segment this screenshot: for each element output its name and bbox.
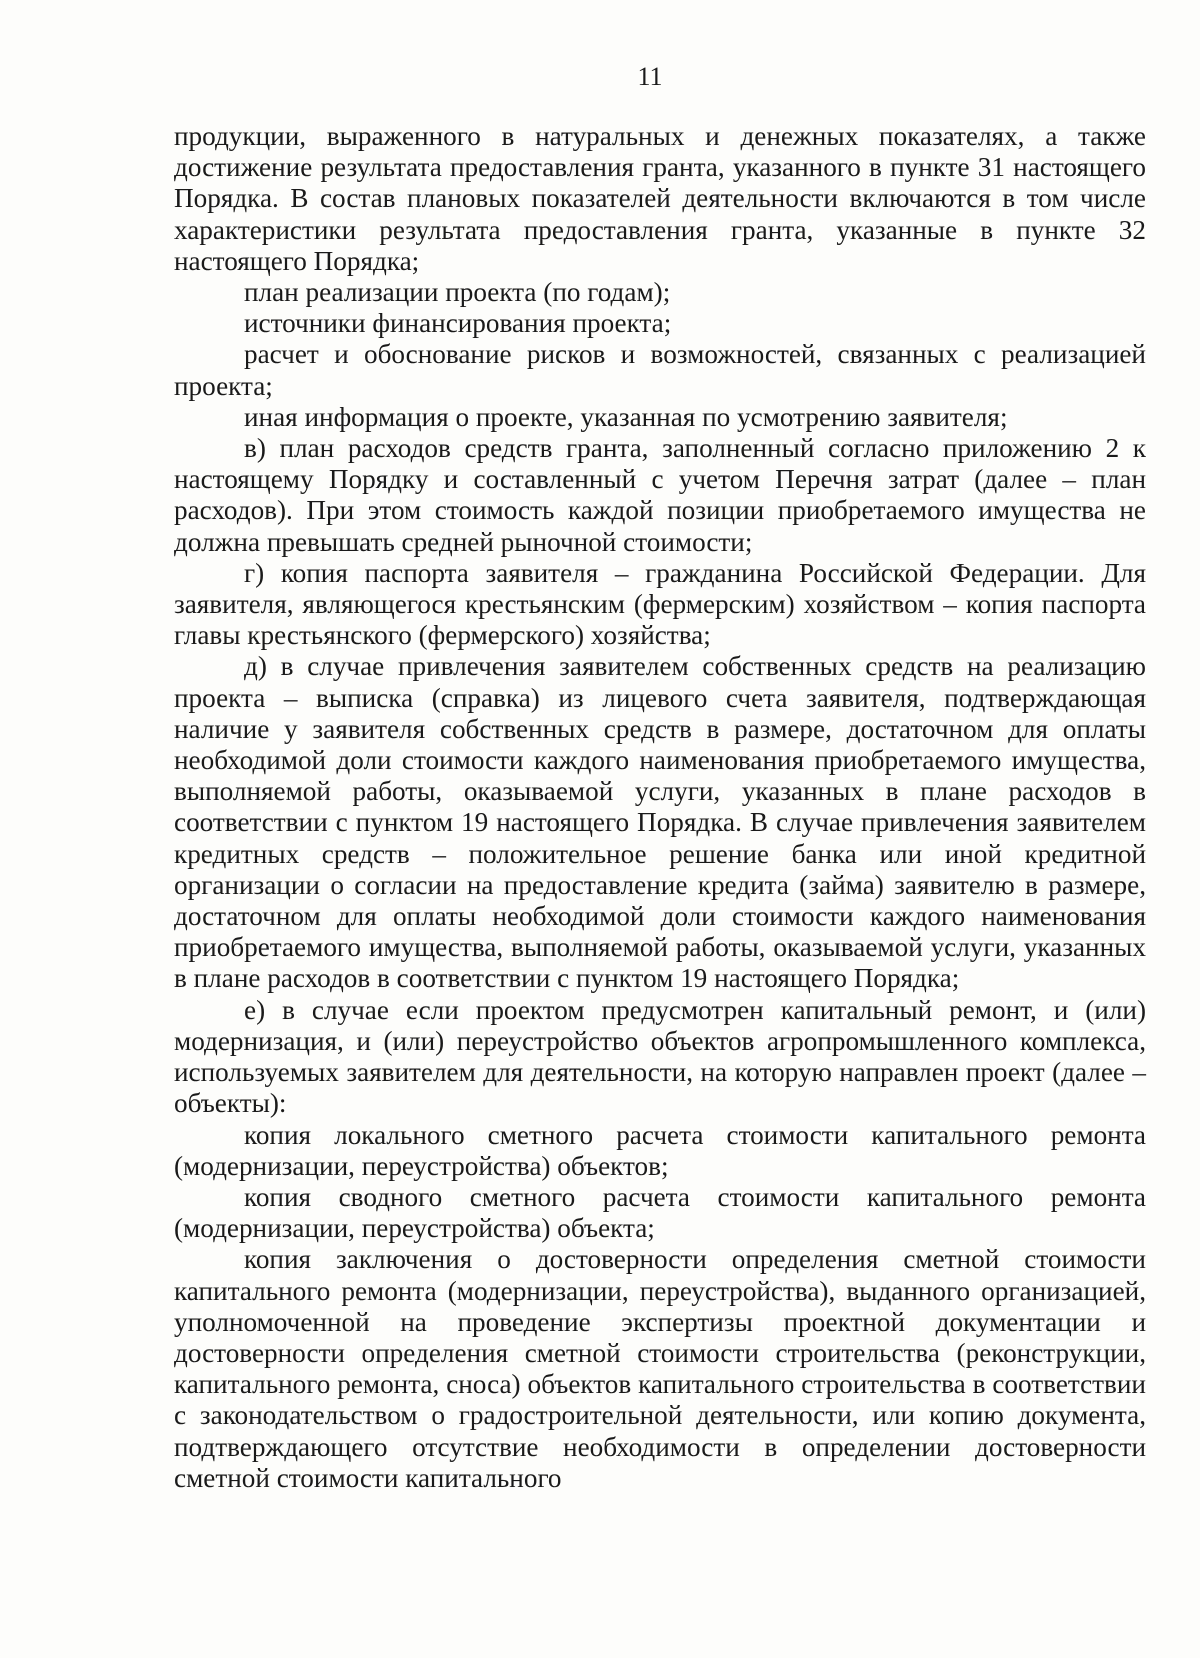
paragraph: копия заключения о достоверности определения сметной стоимости капитального ремонта (модернизации, переустройства), выданного организацией, уполномоченной на проведение экспертизы проектной документации и достоверности определения сметной стоимости строительства (реконструкции, капитального ремонта, сноса) объектов капитального строительства в соответствии с законодательством о градостроительной деятельности, или копию документа, подтверждающего отсутствие необходимости в определении достоверности сметной стоимости капитального — [174, 1244, 1146, 1493]
paragraph: г) копия паспорта заявителя – гражданина Российской Федерации. Для заявителя, являющегося крестьянским (фермерским) хозяйством – копия паспорта главы крестьянского (фермерского) хозяйства; — [174, 557, 1146, 651]
paragraph: в) план расходов средств гранта, заполненный согласно приложению 2 к настоящему Порядку и составленный с учетом Перечня затрат (далее – план расходов). При этом стоимость каждой позиции приобретаемого имущества не должна превышать средней рыночной стоимости; — [174, 433, 1146, 557]
paragraph: источники финансирования проекта; — [244, 308, 672, 339]
paragraph: копия локального сметного расчета стоимости капитального ремонта (модернизации, переустройства) объектов; — [174, 1119, 1146, 1181]
paragraph: план реализации проекта (по годам); — [244, 277, 671, 308]
paragraph: е) в случае если проектом предусмотрен капитальный ремонт, и (или) модернизация, и (или) переустройство объектов агропромышленного комплекса, используемых заявителем для деятельности, на которую направлен проект (далее – объекты): — [174, 994, 1146, 1119]
paragraph: расчет и обоснование рисков и возможностей, связанных с реализацией проекта; — [174, 339, 1146, 401]
paragraph: копия сводного сметного расчета стоимости капитального ремонта (модернизации, переустройства) объекта; — [174, 1181, 1146, 1244]
paragraph: д) в случае привлечения заявителем собственных средств на реализацию проекта – выписка (справка) из лицевого счета заявителя, подтверждающая наличие у заявителя собственных средств в размере, достаточном для оплаты необходимой доли стоимости каждого наименования приобретаемого имущества, выполняемой работы, оказываемой услуги, указанных в плане расходов в соответствии с пунктом 19 настоящего Порядка. В случае привлечения заявителем кредитных средств – положительное решение банка или иной кредитной организации о согласии на предоставление кредита (займа) заявителю в размере, достаточном для оплаты необходимой доли стоимости каждого наименования приобретаемого имущества, выполняемой работы, оказываемой услуги, указанных в плане расходов в соответствии с пунктом 19 настоящего Порядка; — [174, 651, 1146, 994]
paragraph: иная информация о проекте, указанная по усмотрению заявителя; — [244, 401, 1008, 432]
page-number: 11 — [637, 62, 663, 91]
paragraph: продукции, выраженного в натуральных и денежных показателях, а также достижение результата предоставления гранта, указанного в пункте 31 настоящего Порядка. В состав плановых показателей деятельности включаются в том числе характеристики результата предоставления гранта, указанные в пункте 32 настоящего Порядка; — [174, 121, 1146, 276]
body-text — [174, 121, 1146, 1494]
